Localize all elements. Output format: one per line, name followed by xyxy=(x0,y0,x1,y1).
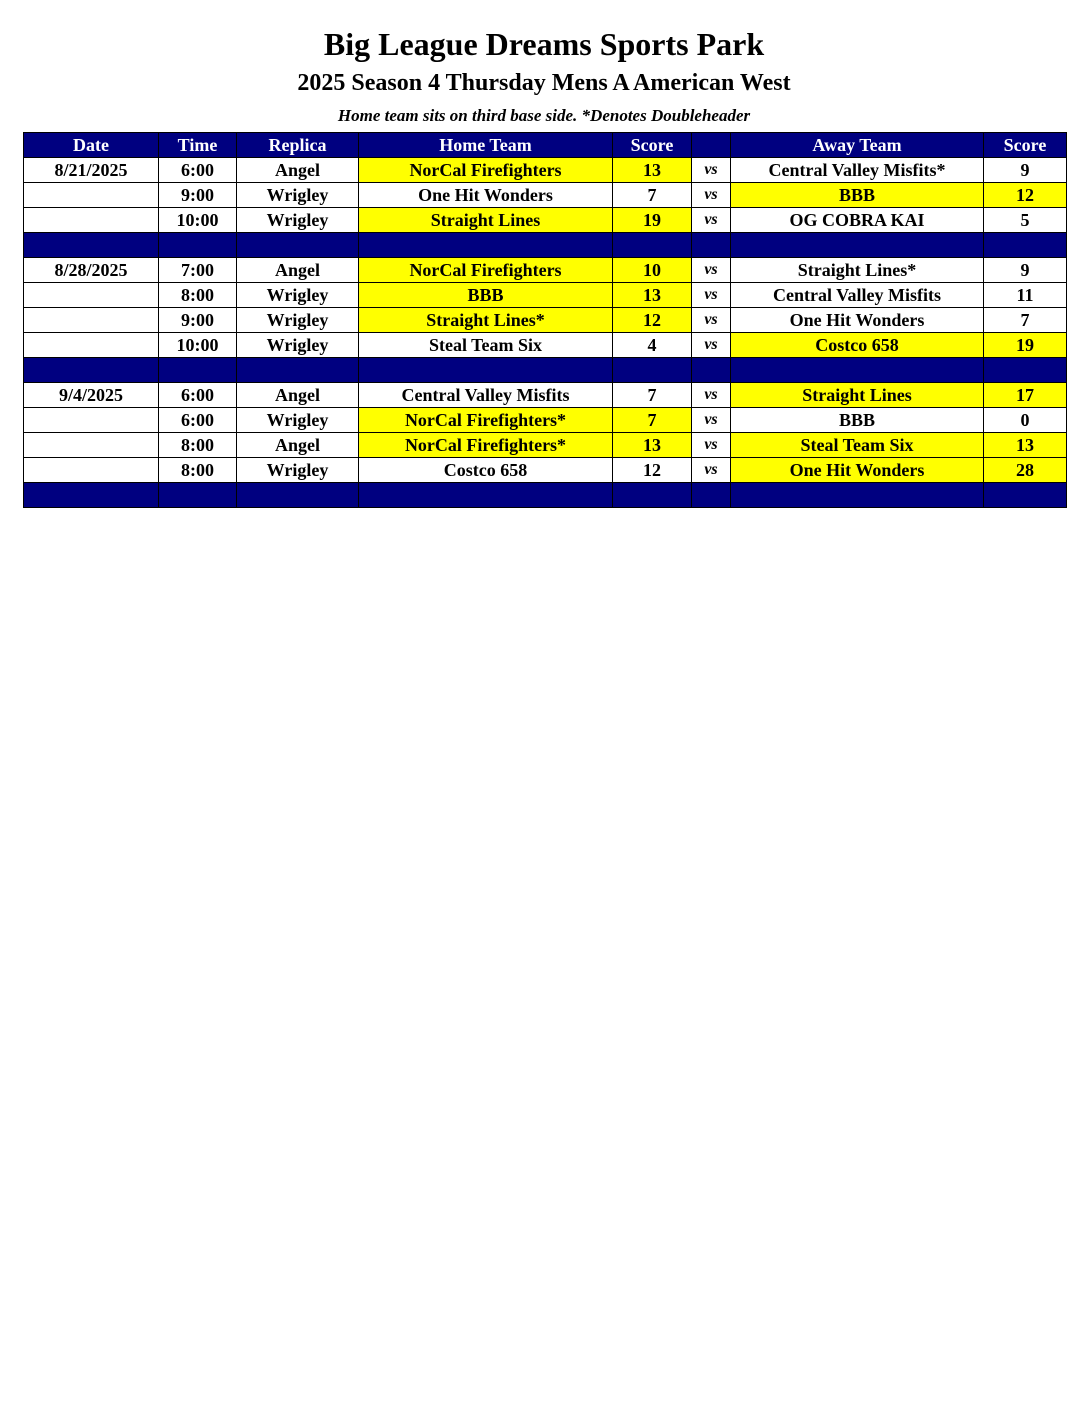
separator-cell xyxy=(692,233,731,258)
separator-row xyxy=(24,358,1067,383)
replica-cell: Wrigley xyxy=(237,408,359,433)
away-team-cell: Straight Lines* xyxy=(731,258,984,283)
time-cell: 6:00 xyxy=(159,383,237,408)
separator-cell xyxy=(984,483,1067,508)
home-score-cell: 19 xyxy=(613,208,692,233)
away-score-cell: 11 xyxy=(984,283,1067,308)
table-header-row xyxy=(24,133,1067,158)
away-team-cell: Straight Lines xyxy=(731,383,984,408)
separator-cell xyxy=(613,358,692,383)
column-header-away-team: Away Team xyxy=(731,133,984,158)
home-score-cell: 12 xyxy=(613,458,692,483)
vs-cell: vs xyxy=(692,433,731,458)
separator-cell xyxy=(159,358,237,383)
replica-cell: Wrigley xyxy=(237,458,359,483)
home-team-cell: NorCal Firefighters* xyxy=(359,433,613,458)
home-team-cell: Costco 658 xyxy=(359,458,613,483)
separator-cell xyxy=(692,483,731,508)
time-cell: 9:00 xyxy=(159,308,237,333)
home-score-cell: 4 xyxy=(613,333,692,358)
separator-cell xyxy=(984,358,1067,383)
separator-cell xyxy=(24,358,159,383)
date-cell: 8/28/2025 xyxy=(24,258,159,283)
date-cell xyxy=(24,308,159,333)
away-team-cell: OG COBRA KAI xyxy=(731,208,984,233)
separator-row xyxy=(24,233,1067,258)
separator-cell xyxy=(984,233,1067,258)
home-team-cell: Straight Lines xyxy=(359,208,613,233)
separator-cell xyxy=(24,233,159,258)
replica-cell: Wrigley xyxy=(237,183,359,208)
replica-cell: Wrigley xyxy=(237,208,359,233)
time-cell: 6:00 xyxy=(159,408,237,433)
away-team-cell: One Hit Wonders xyxy=(731,458,984,483)
time-cell: 10:00 xyxy=(159,333,237,358)
separator-cell xyxy=(237,233,359,258)
away-team-cell: BBB xyxy=(731,408,984,433)
away-score-cell: 28 xyxy=(984,458,1067,483)
table-row xyxy=(24,333,1067,358)
column-header-away-score: Score xyxy=(984,133,1067,158)
table-row xyxy=(24,258,1067,283)
table-row xyxy=(24,433,1067,458)
vs-cell: vs xyxy=(692,208,731,233)
separator-cell xyxy=(692,358,731,383)
away-team-cell: One Hit Wonders xyxy=(731,308,984,333)
home-score-cell: 12 xyxy=(613,308,692,333)
separator-cell xyxy=(237,483,359,508)
replica-cell: Angel xyxy=(237,433,359,458)
time-cell: 8:00 xyxy=(159,433,237,458)
home-team-cell: BBB xyxy=(359,283,613,308)
table-row xyxy=(24,308,1067,333)
vs-cell: vs xyxy=(692,383,731,408)
home-team-cell: NorCal Firefighters* xyxy=(359,408,613,433)
separator-cell xyxy=(359,358,613,383)
table-row xyxy=(24,183,1067,208)
away-score-cell: 12 xyxy=(984,183,1067,208)
date-cell xyxy=(24,458,159,483)
vs-cell: vs xyxy=(692,183,731,208)
time-cell: 8:00 xyxy=(159,458,237,483)
replica-cell: Angel xyxy=(237,258,359,283)
table-row xyxy=(24,458,1067,483)
time-cell: 6:00 xyxy=(159,158,237,183)
home-score-cell: 7 xyxy=(613,383,692,408)
separator-cell xyxy=(159,483,237,508)
home-team-cell: Steal Team Six xyxy=(359,333,613,358)
date-cell xyxy=(24,333,159,358)
separator-cell xyxy=(613,483,692,508)
vs-cell: vs xyxy=(692,308,731,333)
table-row xyxy=(24,208,1067,233)
home-team-cell: NorCal Firefighters xyxy=(359,258,613,283)
home-score-cell: 7 xyxy=(613,408,692,433)
time-cell: 7:00 xyxy=(159,258,237,283)
away-score-cell: 9 xyxy=(984,258,1067,283)
date-cell: 9/4/2025 xyxy=(24,383,159,408)
time-cell: 10:00 xyxy=(159,208,237,233)
date-cell xyxy=(24,283,159,308)
replica-cell: Wrigley xyxy=(237,308,359,333)
replica-cell: Angel xyxy=(237,158,359,183)
table-row xyxy=(24,158,1067,183)
date-cell xyxy=(24,408,159,433)
date-cell xyxy=(24,433,159,458)
separator-cell xyxy=(159,233,237,258)
date-cell xyxy=(24,183,159,208)
vs-cell: vs xyxy=(692,333,731,358)
schedule-note: Home team sits on third base side. *Denotes Doubleheader xyxy=(337,106,751,125)
schedule-table xyxy=(23,132,1067,508)
home-score-cell: 13 xyxy=(613,158,692,183)
vs-cell: vs xyxy=(692,258,731,283)
column-header-vs xyxy=(692,133,731,158)
away-score-cell: 17 xyxy=(984,383,1067,408)
column-header-home-score: Score xyxy=(613,133,692,158)
home-score-cell: 10 xyxy=(613,258,692,283)
table-row xyxy=(24,383,1067,408)
column-header-home-team: Home Team xyxy=(359,133,613,158)
home-score-cell: 13 xyxy=(613,433,692,458)
away-score-cell: 5 xyxy=(984,208,1067,233)
vs-cell: vs xyxy=(692,283,731,308)
home-team-cell: Central Valley Misfits xyxy=(359,383,613,408)
vs-cell: vs xyxy=(692,408,731,433)
separator-cell xyxy=(731,483,984,508)
column-header-date: Date xyxy=(24,133,159,158)
replica-cell: Wrigley xyxy=(237,283,359,308)
away-score-cell: 19 xyxy=(984,333,1067,358)
vs-cell: vs xyxy=(692,458,731,483)
home-team-cell: Straight Lines* xyxy=(359,308,613,333)
replica-cell: Angel xyxy=(237,383,359,408)
separator-row xyxy=(24,483,1067,508)
away-score-cell: 9 xyxy=(984,158,1067,183)
replica-cell: Wrigley xyxy=(237,333,359,358)
home-team-cell: NorCal Firefighters xyxy=(359,158,613,183)
away-team-cell: Costco 658 xyxy=(731,333,984,358)
page-subtitle: 2025 Season 4 Thursday Mens A American West xyxy=(297,70,791,96)
separator-cell xyxy=(24,483,159,508)
home-score-cell: 7 xyxy=(613,183,692,208)
table-row xyxy=(24,408,1067,433)
date-cell: 8/21/2025 xyxy=(24,158,159,183)
separator-cell xyxy=(359,233,613,258)
column-header-time: Time xyxy=(159,133,237,158)
away-score-cell: 13 xyxy=(984,433,1067,458)
away-score-cell: 7 xyxy=(984,308,1067,333)
time-cell: 8:00 xyxy=(159,283,237,308)
away-score-cell: 0 xyxy=(984,408,1067,433)
page-title: Big League Dreams Sports Park xyxy=(323,26,765,62)
time-cell: 9:00 xyxy=(159,183,237,208)
away-team-cell: Central Valley Misfits xyxy=(731,283,984,308)
away-team-cell: Central Valley Misfits* xyxy=(731,158,984,183)
home-team-cell: One Hit Wonders xyxy=(359,183,613,208)
date-cell xyxy=(24,208,159,233)
column-header-replica: Replica xyxy=(237,133,359,158)
home-score-cell: 13 xyxy=(613,283,692,308)
away-team-cell: Steal Team Six xyxy=(731,433,984,458)
separator-cell xyxy=(359,483,613,508)
table-row xyxy=(24,283,1067,308)
schedule-body xyxy=(24,158,1067,508)
separator-cell xyxy=(613,233,692,258)
separator-cell xyxy=(731,233,984,258)
away-team-cell: BBB xyxy=(731,183,984,208)
separator-cell xyxy=(237,358,359,383)
vs-cell: vs xyxy=(692,158,731,183)
separator-cell xyxy=(731,358,984,383)
